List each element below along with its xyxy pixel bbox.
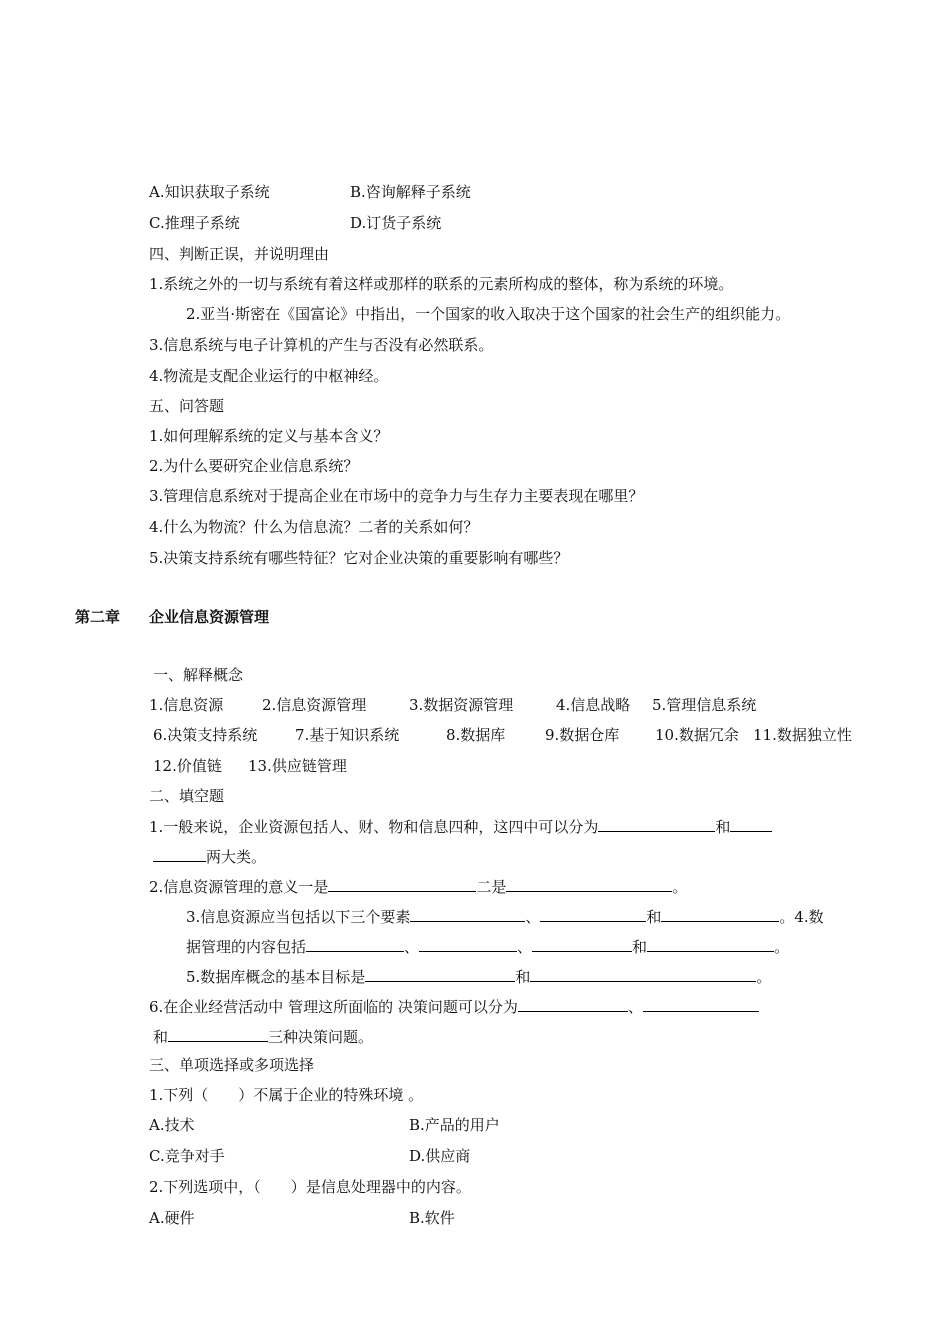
concept-item: 6.决策支持系统 bbox=[153, 726, 258, 744]
fill-text: 、 bbox=[517, 938, 533, 956]
fill-text: 1.一般来说，企业资源包括人、财、物和信息四种，这四中可以分为 bbox=[149, 818, 599, 836]
fill-text: 6.在企业经营活动中 管理这所面临的 决策问题可以分为 bbox=[149, 998, 518, 1016]
fill-text: 。 bbox=[774, 938, 790, 956]
question-item: 5.决策支持系统有哪些特征？它对企业决策的重要影响有哪些？ bbox=[149, 549, 569, 567]
answer-blank[interactable] bbox=[647, 936, 774, 952]
chapter-title: 企业信息资源管理 bbox=[149, 608, 270, 626]
concept-item: 2.信息资源管理 bbox=[262, 696, 367, 714]
concept-item: 8.数据库 bbox=[446, 726, 506, 744]
answer-blank[interactable] bbox=[643, 996, 759, 1012]
fill-text: 二是 bbox=[476, 878, 507, 896]
section-heading: 三、单项选择或多项选择 bbox=[149, 1056, 315, 1074]
answer-blank[interactable] bbox=[419, 936, 517, 952]
section-heading: 五、问答题 bbox=[149, 397, 225, 415]
question-item: 4.什么为物流？什么为信息流？二者的关系如何？ bbox=[149, 518, 479, 536]
concept-item: 12.价值链 bbox=[153, 757, 222, 775]
question-item: 2.为什么要研究企业信息系统？ bbox=[149, 457, 359, 475]
option-a: A.知识获取子系统 bbox=[149, 183, 270, 201]
fill-text: 和 bbox=[715, 818, 731, 836]
concept-item: 9.数据仓库 bbox=[545, 726, 620, 744]
judgment-item: 1.系统之外的一切与系统有着这样或那样的联系的元素所构成的整体，称为系统的环境。 bbox=[149, 275, 734, 293]
fill-text: 、 bbox=[525, 908, 541, 926]
answer-blank[interactable] bbox=[598, 816, 715, 832]
judgment-item: 2.亚当·斯密在《国富论》中指出，一个国家的收入取决于这个国家的社会生产的组织能力。 bbox=[186, 305, 791, 323]
concept-item: 5.管理信息系统 bbox=[652, 696, 757, 714]
section-heading: 二、填空题 bbox=[149, 787, 225, 805]
fill-question-4 bbox=[186, 936, 789, 957]
fill-text: 。 bbox=[756, 968, 772, 986]
option-d: D.订货子系统 bbox=[350, 214, 442, 232]
section-heading: 四、判断正误，并说明理由 bbox=[149, 245, 330, 263]
concept-item: 3.数据资源管理 bbox=[409, 696, 514, 714]
fill-text: 和 bbox=[632, 938, 648, 956]
fill-question-1 bbox=[149, 816, 772, 837]
fill-text: 、 bbox=[404, 938, 420, 956]
answer-blank[interactable] bbox=[530, 966, 756, 982]
choice-question: 2.下列选项中，（ ）是信息处理器中的内容。 bbox=[149, 1178, 471, 1196]
concept-item: 13.供应链管理 bbox=[248, 757, 347, 775]
fill-text: 和 bbox=[646, 908, 662, 926]
fill-text: 、 bbox=[627, 998, 643, 1016]
fill-question-5 bbox=[186, 966, 771, 987]
concept-item: 11.数据独立性 bbox=[753, 726, 852, 744]
fill-question-2 bbox=[149, 876, 687, 897]
question-item: 3.管理信息系统对于提高企业在市场中的竞争力与生存力主要表现在哪里？ bbox=[149, 487, 644, 505]
fill-question-1-cont bbox=[153, 846, 266, 867]
fill-text: 2.信息资源管理的意义一是 bbox=[149, 878, 329, 896]
fill-text: 据管理的内容包括 bbox=[186, 938, 307, 956]
fill-question-6-cont bbox=[153, 1026, 373, 1047]
concept-item: 10.数据冗余 bbox=[655, 726, 739, 744]
judgment-item: 4.物流是支配企业运行的中枢神经。 bbox=[149, 367, 389, 385]
answer-blank[interactable] bbox=[518, 996, 628, 1012]
fill-question-6 bbox=[149, 996, 759, 1017]
choice-option: B.产品的用户 bbox=[409, 1116, 500, 1134]
choice-option: A.技术 bbox=[149, 1116, 195, 1134]
fill-text: 3.信息资源应当包括以下三个要素 bbox=[186, 908, 411, 926]
concept-item: 1.信息资源 bbox=[149, 696, 224, 714]
judgment-item: 3.信息系统与电子计算机的产生与否没有必然联系。 bbox=[149, 336, 494, 354]
answer-blank[interactable] bbox=[730, 816, 772, 832]
section-heading: 一、解释概念 bbox=[153, 666, 244, 684]
answer-blank[interactable] bbox=[410, 906, 525, 922]
chapter-number: 第二章 bbox=[75, 608, 121, 626]
fill-text: 和 bbox=[153, 1028, 169, 1046]
choice-option: D.供应商 bbox=[409, 1147, 471, 1165]
answer-blank[interactable] bbox=[168, 1026, 268, 1042]
concept-item: 4.信息战略 bbox=[556, 696, 631, 714]
option-c: C.推理子系统 bbox=[149, 214, 240, 232]
choice-option: B.软件 bbox=[409, 1209, 455, 1227]
answer-blank[interactable] bbox=[661, 906, 779, 922]
concept-item: 7.基于知识系统 bbox=[295, 726, 400, 744]
choice-option: C.竞争对手 bbox=[149, 1147, 225, 1165]
answer-blank[interactable] bbox=[506, 876, 672, 892]
question-item: 1.如何理解系统的定义与基本含义？ bbox=[149, 427, 389, 445]
fill-question-3 bbox=[186, 906, 824, 927]
fill-text: 和 bbox=[515, 968, 531, 986]
choice-option: A.硬件 bbox=[149, 1209, 195, 1227]
answer-blank[interactable] bbox=[328, 876, 476, 892]
answer-blank[interactable] bbox=[532, 936, 632, 952]
fill-text: 两大类。 bbox=[206, 848, 267, 866]
option-b: B.咨询解释子系统 bbox=[350, 183, 471, 201]
answer-blank[interactable] bbox=[153, 846, 206, 862]
fill-text: 。4.数 bbox=[779, 908, 824, 926]
answer-blank[interactable] bbox=[306, 936, 404, 952]
answer-blank[interactable] bbox=[365, 966, 515, 982]
fill-text: 三种决策问题。 bbox=[268, 1028, 374, 1046]
fill-text: 。 bbox=[672, 878, 688, 896]
answer-blank[interactable] bbox=[540, 906, 646, 922]
choice-question: 1.下列（ ）不属于企业的特殊环境 。 bbox=[149, 1086, 424, 1104]
fill-text: 5.数据库概念的基本目标是 bbox=[186, 968, 366, 986]
